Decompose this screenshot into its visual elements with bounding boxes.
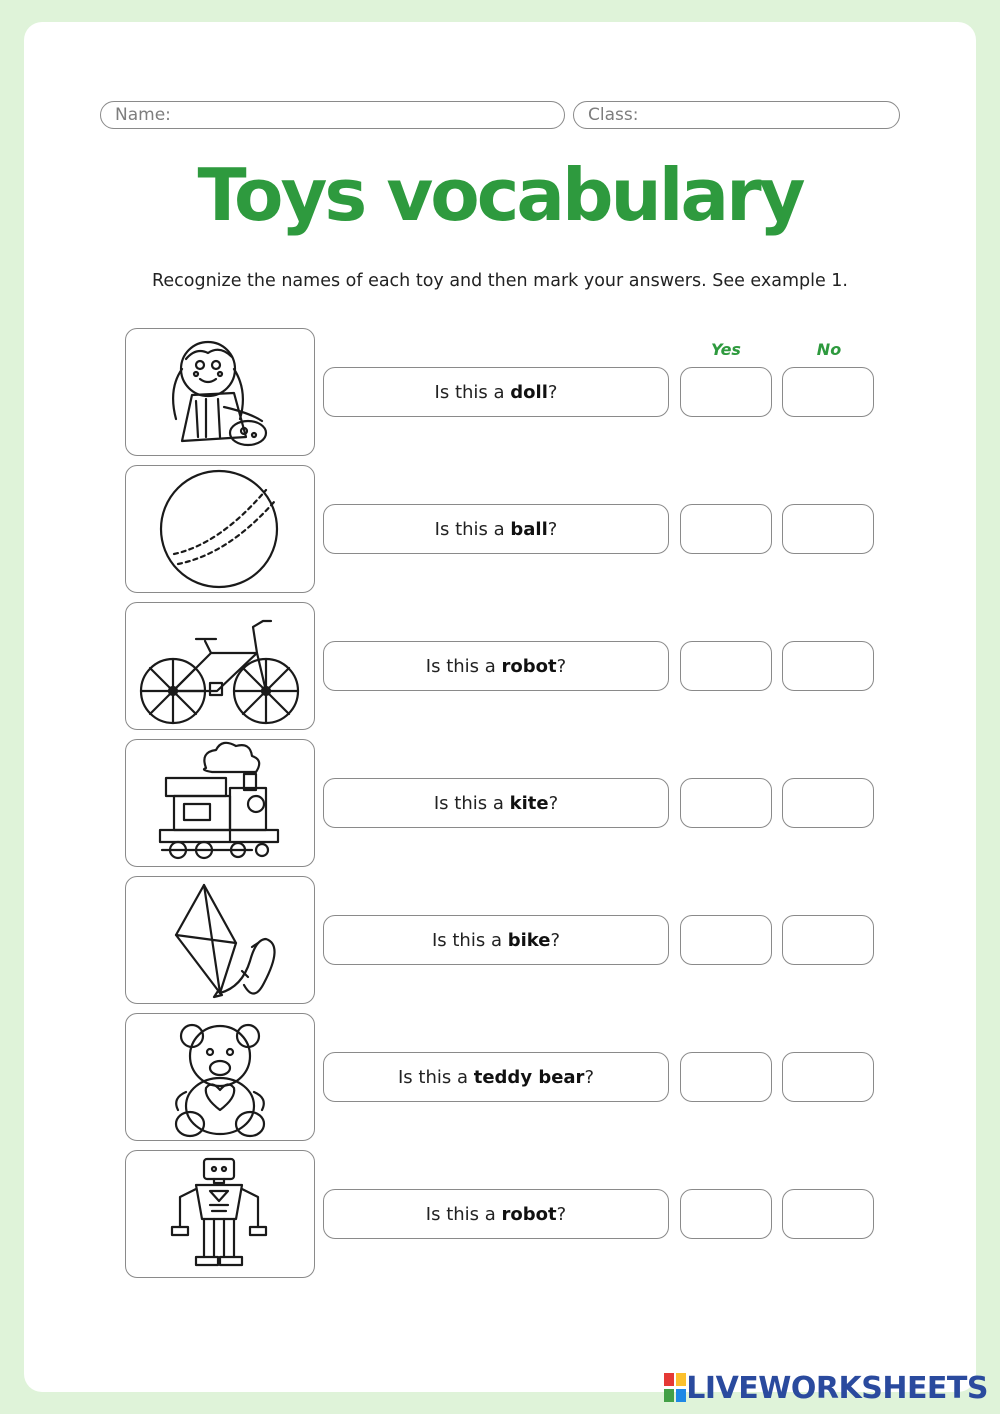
yes-column-header: Yes: [711, 340, 741, 359]
question-box: [323, 367, 669, 417]
question-suffix: ?: [547, 381, 558, 403]
yes-answer-box[interactable]: [680, 915, 772, 965]
teddy-bear-picture: [125, 1013, 315, 1141]
question-prefix: Is this a: [398, 1066, 474, 1088]
name-field[interactable]: [100, 101, 565, 129]
yes-answer-box[interactable]: [680, 1052, 772, 1102]
liveworksheets-logo-icon: [664, 1373, 686, 1403]
yes-answer-box[interactable]: [680, 1189, 772, 1239]
question-suffix: ?: [550, 929, 561, 951]
question-word: teddy bear: [473, 1066, 585, 1088]
question-word: robot: [501, 1203, 557, 1225]
class-label: Class:: [588, 105, 639, 125]
question-prefix: Is this a: [425, 1203, 502, 1225]
question-word: kite: [509, 792, 549, 814]
doll-icon: [126, 329, 316, 457]
question-suffix: ?: [547, 518, 558, 540]
no-answer-box[interactable]: [782, 1052, 874, 1102]
yes-answer-box[interactable]: [680, 641, 772, 691]
robot-icon: [126, 1151, 316, 1279]
question-prefix: Is this a: [434, 381, 511, 403]
robot-picture: [125, 1150, 315, 1278]
no-column-header: No: [816, 340, 842, 359]
question-word: robot: [501, 655, 557, 677]
question-box: [323, 504, 669, 554]
bike-icon: [126, 603, 316, 731]
ball-icon: [126, 466, 316, 594]
doll-picture: [125, 328, 315, 456]
question-row-7: [0, 1150, 1000, 1280]
question-box: [323, 1189, 669, 1239]
question-prefix: Is this a: [431, 929, 508, 951]
question-word: ball: [510, 518, 548, 540]
question-word: bike: [507, 929, 551, 951]
question-row-4: [0, 739, 1000, 869]
class-field[interactable]: [573, 101, 900, 129]
yes-answer-box[interactable]: [680, 778, 772, 828]
teddy-bear-icon: [126, 1014, 316, 1142]
question-box: [323, 915, 669, 965]
question-suffix: ?: [548, 792, 559, 814]
question-prefix: Is this a: [434, 518, 511, 540]
ball-picture: [125, 465, 315, 593]
name-label: Name:: [115, 105, 171, 125]
question-row-5: [0, 876, 1000, 1006]
question-row-3: [0, 602, 1000, 732]
no-answer-box[interactable]: [782, 1189, 874, 1239]
yes-answer-box[interactable]: [680, 504, 772, 554]
question-box: [323, 1052, 669, 1102]
question-row-1: [0, 328, 1000, 458]
question-box: [323, 778, 669, 828]
question-box: [323, 641, 669, 691]
yes-answer-box[interactable]: [680, 367, 772, 417]
question-word: doll: [510, 381, 548, 403]
no-answer-box[interactable]: [782, 504, 874, 554]
no-answer-box[interactable]: [782, 641, 874, 691]
kite-picture: [125, 876, 315, 1004]
question-suffix: ?: [556, 655, 567, 677]
question-row-2: [0, 465, 1000, 595]
question-prefix: Is this a: [425, 655, 502, 677]
train-icon: [126, 740, 316, 868]
question-suffix: ?: [584, 1066, 594, 1088]
no-answer-box[interactable]: [782, 367, 874, 417]
question-suffix: ?: [556, 1203, 567, 1225]
no-answer-box[interactable]: [782, 778, 874, 828]
no-answer-box[interactable]: [782, 915, 874, 965]
liveworksheets-logo: [664, 1370, 988, 1406]
page-title: Toys vocabulary: [197, 153, 803, 237]
logo-text: LIVEWORKSHEETS: [686, 1370, 988, 1406]
kite-icon: [126, 877, 316, 1005]
instructions: Recognize the names of each toy and then mark your answers. See example 1.: [152, 271, 848, 291]
train-picture: [125, 739, 315, 867]
question-prefix: Is this a: [433, 792, 510, 814]
bike-picture: [125, 602, 315, 730]
question-row-6: [0, 1013, 1000, 1143]
